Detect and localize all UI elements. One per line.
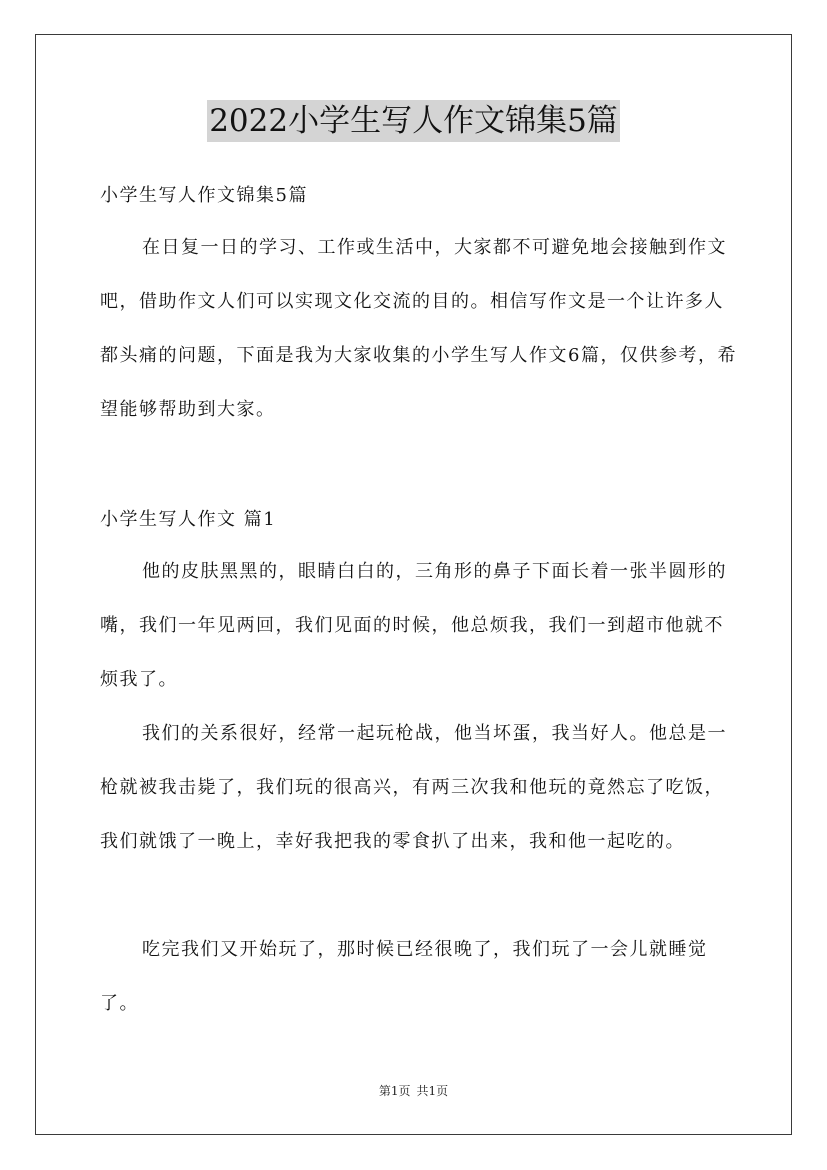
- body-paragraph-3: 吃完我们又开始玩了，那时候已经很晚了，我们玩了一会儿就睡觉了。: [100, 939, 708, 1014]
- document-title: 2022小学生写人作文锦集5篇: [207, 100, 620, 142]
- body-paragraph-2: 我们的关系很好，经常一起玩枪战，他当坏蛋，我当好人。他总是一枪就被我击毙了，我们玩的很高兴，有两三次我和他玩的竟然忘了吃饭，我们就饿了一晚上，幸好我把我的零食扒了出来，我和他一起吃的。: [100, 723, 727, 852]
- body-paragraph-1: 他的皮肤黑黑的，眼睛白白的，三角形的鼻子下面长着一张半圆形的嘴，我们一年见两回，我们见面的时候，他总烦我，我们一到超市他就不烦我了。: [100, 561, 727, 690]
- subtitle: 小学生写人作文锦集5篇: [100, 185, 308, 206]
- section-heading: 小学生写人作文 篇1: [100, 509, 277, 530]
- page-total: 共1页: [416, 1084, 449, 1098]
- page-number: 第1页: [378, 1084, 411, 1098]
- page-footer: [0, 1083, 827, 1099]
- intro-paragraph: 在日复一日的学习、工作或生活中，大家都不可避免地会接触到作文吧，借助作文人们可以实现文化交流的目的。相信写作文是一个让许多人都头痛的问题，下面是我为大家收集的小学生写人作文6篇，仅供参考，希望能够帮助到大家。: [100, 237, 737, 420]
- title-container: [0, 100, 827, 142]
